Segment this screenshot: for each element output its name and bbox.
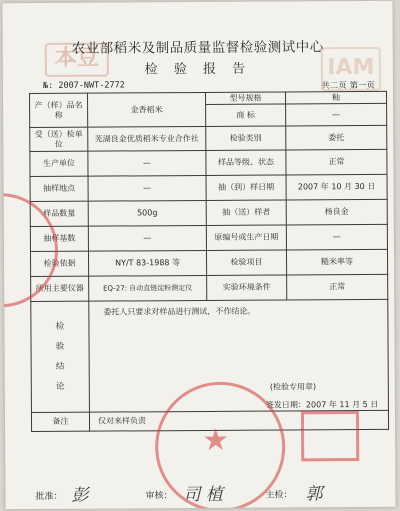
stamp-label: (检验专用章) [269, 382, 317, 392]
value-env: 正常 [287, 274, 388, 300]
value-quantity: 500g [88, 200, 206, 226]
conclusion-text: 委托人只要求对样品进行测试，不作结论。 [103, 306, 256, 317]
inspection-stamp [301, 411, 359, 461]
reviewer-signature: 司 植 [183, 484, 223, 506]
report-table [29, 91, 389, 432]
label-basis: 检验依据 [30, 251, 88, 276]
label-sample-name: 产（样）品名称 [30, 93, 88, 127]
label-model: 型号规格 [206, 92, 286, 104]
label-orig-no: 原编号或生产日期 [206, 225, 286, 250]
label-env: 实验环境条件 [207, 275, 287, 300]
label-sampler: 抽（送）样者 [206, 200, 286, 225]
prepare-label: 主检： [265, 490, 293, 501]
conclusion-char: 论 [56, 381, 65, 392]
value-equipment: EQ-27: 自动直链淀粉测定仪 [89, 275, 207, 301]
review-label: 审核： [145, 491, 173, 502]
value-sample-date: 2007 年 10 月 30 日 [286, 174, 387, 200]
label-quantity: 样品数量 [30, 201, 88, 226]
sign-date: 签发日期：2007 年 11 月 5 日 [265, 399, 379, 410]
star-icon: ★ [202, 422, 230, 458]
conclusion-char: 结 [55, 361, 65, 372]
value-sample-name: 金香稻米 [88, 92, 206, 127]
report-number: №: 2007-NWT-2772 [42, 80, 125, 91]
value-orig-no: — [286, 224, 387, 250]
label-category: 检验类别 [206, 126, 286, 150]
value-category: 委托 [286, 125, 387, 150]
value-sender: 芜湖良金优质稻米专业合作社 [88, 126, 206, 151]
label-grade: 样品等级、状态 [206, 150, 286, 175]
value-model: 籼 [286, 91, 387, 104]
label-trademark: 商 标 [206, 104, 286, 126]
value-producer: — [88, 150, 206, 176]
value-items: 糙米率等 [286, 249, 387, 275]
label-remark: 备注 [31, 412, 89, 431]
report-page [2, 1, 395, 509]
label-equipment: 所用主要仪器 [31, 276, 89, 301]
value-sample-place: — [88, 175, 206, 201]
conclusion-char: 验 [55, 341, 65, 352]
value-sampler: 杨良金 [286, 199, 387, 225]
label-sample-place: 抽样地点 [30, 176, 88, 201]
institute-title: 农业部稻米及制品质量监督检验测试中心 [71, 39, 324, 57]
value-base: — [88, 225, 206, 251]
value-trademark: — [286, 103, 387, 126]
value-remark: 仅对来样负责 [89, 410, 388, 431]
label-sample-date: 抽（到）样日期 [206, 175, 286, 200]
label-conclusion [31, 301, 90, 412]
report-title: 检 验 报 告 [144, 61, 252, 78]
inspector-signature: 郭 [305, 484, 323, 505]
label-items: 检验项目 [206, 250, 286, 275]
logo-watermark-right: IAM [321, 47, 381, 91]
approve-label: 批准： [35, 491, 63, 503]
value-grade: 正常 [286, 149, 387, 175]
logo-watermark-left: 本豆 [45, 43, 109, 77]
label-base: 抽样基数 [30, 226, 88, 251]
label-producer: 生产单位 [30, 151, 88, 176]
conclusion-char: 检 [55, 321, 65, 332]
approver-signature: 彭 [71, 485, 89, 506]
page-info: 共二页 第一页 [321, 80, 376, 92]
value-basis: NY/T 83-1988 等 [88, 250, 206, 276]
label-sender: 受（送）检单位 [30, 127, 88, 151]
